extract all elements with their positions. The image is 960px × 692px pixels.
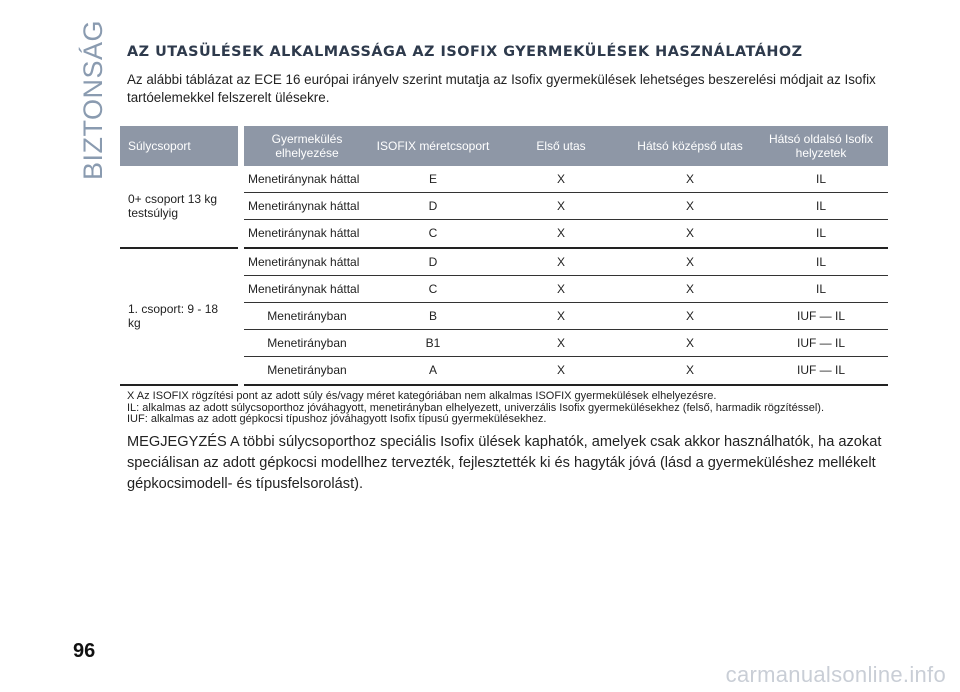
front-cell: X [496, 275, 626, 302]
size-cell: E [370, 166, 496, 193]
rear-side-cell: IUF — IL [754, 302, 888, 329]
weight-group-cell: 0+ csoport 13 kg testsúlyig [120, 166, 238, 248]
position-cell: Menetiránynak háttal [244, 166, 370, 193]
table-footnotes [127, 391, 897, 426]
intro-paragraph: Az alábbi táblázat az ECE 16 európai irányelv szerint mutatja az Isofix gyermekülések lehetséges beszerelési módjait az Isofix tartóelemekkel felszerelt ülésekre. [127, 72, 876, 105]
rear-side-cell: IL [754, 220, 888, 248]
size-cell: D [370, 193, 496, 220]
rear-side-cell: IL [754, 166, 888, 193]
position-cell: Menetiránynak háttal [244, 193, 370, 220]
header-rear-center: Hátsó középső utas [626, 126, 754, 166]
rear-center-cell: X [626, 220, 754, 248]
rear-side-cell: IUF — IL [754, 357, 888, 385]
rear-side-cell: IL [754, 248, 888, 276]
rear-center-cell: X [626, 166, 754, 193]
page-heading: AZ UTASÜLÉSEK ALKALMASSÁGA AZ ISOFIX GYERMEKÜLÉSEK HASZNÁLATÁHOZ [127, 44, 803, 60]
rear-center-cell: X [626, 330, 754, 357]
size-cell: B [370, 302, 496, 329]
footnote-iuf: IUF: alkalmas az adott gépkocsi típushoz jóváhagyott Isofix típusú gyermekülésekhez. [127, 413, 547, 426]
position-cell: Menetiránynak háttal [244, 248, 370, 276]
rear-side-cell: IL [754, 275, 888, 302]
size-cell: C [370, 275, 496, 302]
footnote-il: IL: alkalmas az adott súlycsoporthoz jóváhagyott, menetirányban elhelyezett, univerzális Isofix gyermekülésekhez (felső, harmadik rögzítéssel). [127, 401, 825, 414]
front-cell: X [496, 302, 626, 329]
rear-center-cell: X [626, 302, 754, 329]
front-cell: X [496, 330, 626, 357]
front-cell: X [496, 166, 626, 193]
rear-center-cell: X [626, 248, 754, 276]
isofix-suitability-table [120, 126, 888, 386]
header-weight-group: Súlycsoport [120, 126, 238, 166]
weight-group-cell: 1. csoport: 9 - 18 kg [120, 248, 238, 385]
size-cell: A [370, 357, 496, 385]
front-cell: X [496, 248, 626, 276]
footnote-x: X Az ISOFIX rögzítési pont az adott súly és/vagy méret kategóriában nem alkalmas ISOFIX gyermekülések elhelyezésre. [127, 390, 717, 402]
header-front-passenger: Első utas [496, 126, 626, 166]
section-title-vertical: BIZTONSÁG [78, 19, 108, 180]
front-cell: X [496, 357, 626, 385]
size-cell: D [370, 248, 496, 276]
table-row [120, 166, 888, 193]
note-paragraph: MEGJEGYZÉS A többi súlycsoporthoz speciális Isofix ülések kaphatók, amelyek csak akkor használhatók, ha azokat speciálisan az adott gépkocsi modellhez tervezték, fejlesztették ki és hagyták jóvá (lásd a gyermeküléshez mellékelt gépkocsimodell- és típusfelsorolást). [127, 434, 882, 492]
watermark: carmanualsonline.info [725, 662, 946, 687]
rear-side-cell: IUF — IL [754, 330, 888, 357]
header-size-class: ISOFIX méretcsoport [370, 126, 496, 166]
position-cell: Menetiránynak háttal [244, 220, 370, 248]
rear-center-cell: X [626, 193, 754, 220]
position-cell: Menetirányban [244, 357, 370, 385]
page-number: 96 [73, 640, 96, 662]
front-cell: X [496, 193, 626, 220]
front-cell: X [496, 220, 626, 248]
position-cell: Menetiránynak háttal [244, 275, 370, 302]
rear-side-cell: IL [754, 193, 888, 220]
position-cell: Menetirányban [244, 302, 370, 329]
rear-center-cell: X [626, 275, 754, 302]
header-rear-side: Hátsó oldalsó Isofix helyzetek [754, 126, 888, 166]
rear-center-cell: X [626, 357, 754, 385]
position-cell: Menetirányban [244, 330, 370, 357]
table-header-row [120, 126, 888, 166]
table-row [120, 248, 888, 276]
size-cell: B1 [370, 330, 496, 357]
size-cell: C [370, 220, 496, 248]
header-position: Gyermekülés elhelyezése [244, 126, 370, 166]
